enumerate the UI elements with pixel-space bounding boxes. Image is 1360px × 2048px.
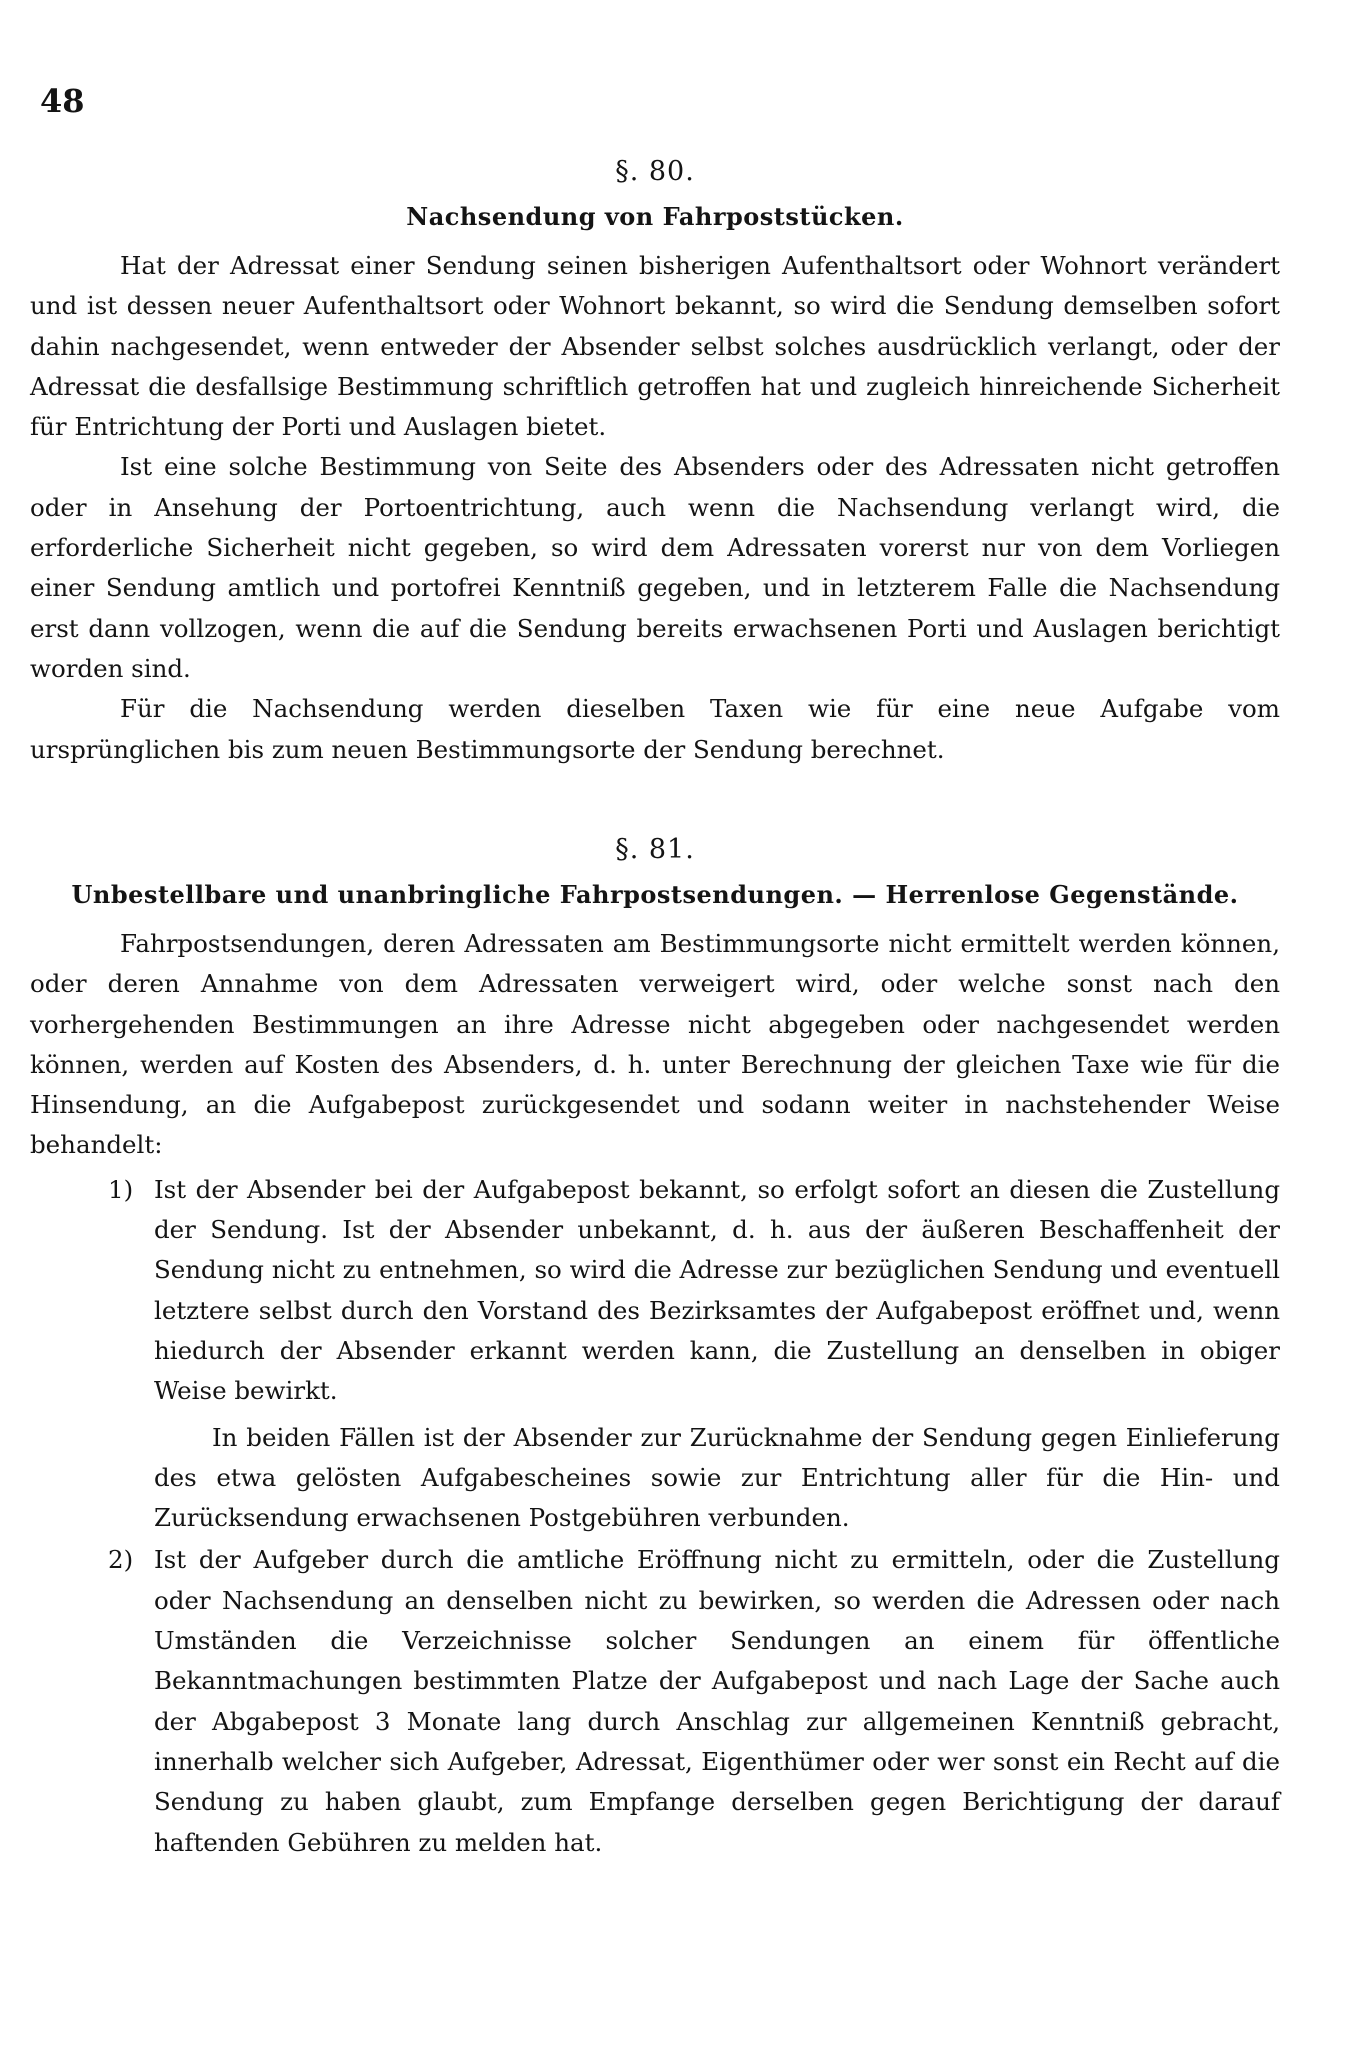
list-item-marker: 1)	[108, 1174, 134, 1204]
section-81-list	[30, 1170, 1280, 1863]
section-80-number: §. 80.	[615, 156, 695, 187]
section-80-paragraph-2: Ist eine solche Bestimmung von Seite des Absenders oder des Adressaten nicht getroffen oder in Ansehung der Portoentrichtung, auch wenn die Nachsendung verlangt wird, die erforderliche Sicherheit nicht gegeben, so wird dem Adressaten vorerst nur von dem Vorliegen einer Sendung amtlich und portofrei Kenntniß gegeben, und in letzterem Falle die Nachsendung erst dann vollzogen, wenn die auf die Sendung bereits erwachsenen Porti und Auslagen berichtigt worden sind.	[30, 452, 1280, 683]
section-80-paragraph-1: Hat der Adressat einer Sendung seinen bisherigen Aufenthaltsort oder Wohnort verändert und ist dessen neuer Aufenthaltsort oder Wohnort bekannt, so wird die Sendung demselben sofort dahin nachgesendet, wenn entweder der Absender selbst solches ausdrücklich verlangt, oder der Adressat die desfallsige Bestimmung schriftlich getroffen hat und zugleich hinreichende Sicherheit für Entrichtung der Porti und Auslagen bietet.	[30, 251, 1280, 442]
section-80-paragraph-3: Für die Nachsendung werden dieselben Taxen wie für eine neue Aufgabe vom ursprünglichen bis zum neuen Bestimmungsorte der Sendung berechnet.	[30, 694, 1280, 764]
section-81-title: Unbestellbare und unanbringliche Fahrpostsendungen. — Herrenlose Gegenstände.	[71, 880, 1239, 909]
section-81-number: §. 81.	[615, 834, 695, 865]
list-item-text: Ist der Aufgeber durch die amtliche Eröffnung nicht zu ermitteln, oder die Zustellung oder Nachsendung an denselben nicht zu bewirken, so werden die Adressen oder nach Umständen die Verzeichnisse solcher Sendungen an einem für öffentliche Bekanntmachungen bestimmten Platze der Aufgabepost und nach Lage der Sache auch der Abgabepost 3 Monate lang durch Anschlag zur allgemeinen Kenntniß gebracht, innerhalb welcher sich Aufgeber, Adressat, Eigenthümer oder wer sonst ein Recht auf die Sendung zu haben glaubt, zum Empfange derselben gegen Berichtigung der darauf haftenden Gebühren zu melden hat.	[154, 1545, 1280, 1857]
section-80	[30, 152, 1280, 770]
list-item-marker: 2)	[108, 1545, 134, 1575]
section-81	[30, 830, 1280, 1863]
list-item-subtext: In beiden Fällen ist der Absender zur Zurücknahme der Sendung gegen Einlieferung des etwa gelösten Aufgabescheines sowie zur Entrichtung aller für die Hin- und Zurücksendung erwachsenen Postgebühren verbunden.	[154, 1422, 1280, 1533]
list-item-text: Ist der Absender bei der Aufgabepost bekannt, so erfolgt sofort an diesen die Zustellung der Sendung. Ist der Absender unbekannt, d. h. aus der äußeren Beschaffenheit der Sendung nicht zu entnehmen, so wird die Adresse zur bezüglichen Sendung und eventuell letztere selbst durch den Vorstand des Bezirksamtes der Aufgabepost eröffnet und, wenn hiedurch der Absender erkannt werden kann, die Zustellung an denselben in obiger Weise bewirkt.	[154, 1174, 1280, 1406]
list-item	[30, 1170, 1280, 1539]
list-item	[30, 1540, 1280, 1862]
section-81-intro: Fahrpostsendungen, deren Adressaten am Bestimmungsorte nicht ermittelt werden können, oder deren Annahme von dem Adressaten verweigert wird, oder welche sonst nach den vorhergehenden Bestimmungen an ihre Adresse nicht abgegeben oder nachgesendet werden können, werden auf Kosten des Absenders, d. h. unter Berechnung der gleichen Taxe wie für die Hinsendung, an die Aufgabepost zurückgesendet und sodann weiter in nachstehender Weise behandelt:	[30, 929, 1280, 1160]
page-number: 48	[40, 82, 85, 120]
section-80-title: Nachsendung von Fahrpoststücken.	[406, 202, 904, 231]
